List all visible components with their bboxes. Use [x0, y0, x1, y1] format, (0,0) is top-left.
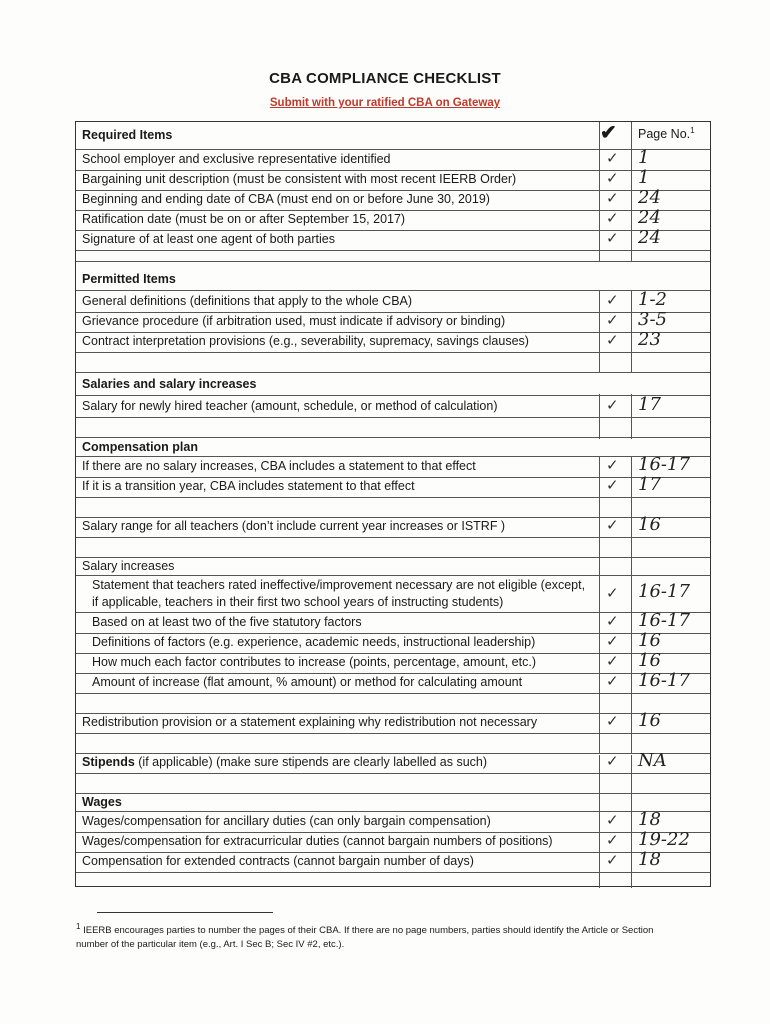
required-items-heading: Required Items	[82, 128, 173, 142]
table-row	[76, 630, 710, 654]
table-row	[76, 454, 710, 478]
item-label: Based on at least two of the five statutory factors	[92, 615, 362, 629]
footnote: $^1$ IEERB encourages parties to number the pages of their CBA. If there are no page numbers, parties should identify the Article or Section number of the particular item (e.g., Art. I Sec B; Sec IV #2, etc.).	[76, 922, 654, 951]
item-label: General definitions (definitions that apply to the whole CBA)	[82, 294, 413, 308]
table-row	[76, 227, 710, 251]
item-label: Signature of at least one agent of both parties	[82, 232, 335, 246]
check-mark: ✓	[606, 476, 619, 494]
page-number: 23	[638, 329, 661, 350]
section-heading-row	[76, 557, 710, 576]
section-heading-row	[76, 270, 710, 291]
check-mark: ✓	[606, 331, 619, 349]
page-number: 24	[638, 207, 661, 228]
check-mark: ✓	[606, 752, 619, 770]
check-mark: ✓	[606, 169, 619, 187]
check-mark: ✓	[606, 652, 619, 670]
spacer-row	[76, 250, 710, 262]
section-heading: Salary increases	[82, 559, 175, 573]
item-label: Compensation for extended contracts (cannot bargain number of days)	[82, 854, 474, 868]
page-number: 16-17	[638, 454, 690, 475]
table-header	[76, 122, 710, 150]
check-mark: ✓	[606, 456, 619, 474]
document-title: CBA COMPLIANCE CHECKLIST	[269, 70, 501, 87]
item-label: School employer and exclusive representative identified	[82, 152, 391, 166]
item-label: Redistribution provision or a statement explaining why redistribution not necessary	[82, 715, 538, 729]
item-label	[82, 755, 487, 769]
spacer-row	[76, 733, 710, 754]
table-row	[76, 187, 710, 211]
page-number: 16-17	[638, 610, 690, 631]
check-mark: ✓	[606, 396, 619, 414]
item-label: Wages/compensation for extracurricular duties (cannot bargain numbers of positions)	[82, 834, 553, 848]
table-row	[76, 829, 710, 853]
check-mark: ✓	[606, 712, 619, 730]
page-number: NA	[638, 750, 667, 771]
item-label: How much each factor contributes to increase (points, percentage, amount, etc.)	[92, 655, 536, 669]
item-label: Bargaining unit description (must be consistent with most recent IEERB Order)	[82, 172, 517, 186]
page-number: 16-17	[638, 581, 690, 602]
page-number: 19-22	[638, 829, 690, 850]
page-number: 16	[638, 710, 661, 731]
item-label: Definitions of factors (e.g. experience, academic needs, instructional leadership)	[92, 635, 536, 649]
table-row	[76, 207, 710, 231]
section-heading: Permitted Items	[82, 272, 176, 286]
checkmark-icon: ✔	[600, 122, 617, 144]
document-subtitle: Submit with your ratified CBA on Gateway	[269, 97, 501, 109]
table-row	[76, 514, 710, 538]
check-mark: ✓	[606, 632, 619, 650]
check-mark: ✓	[606, 831, 619, 849]
table-row	[76, 610, 710, 634]
table-row	[76, 670, 710, 694]
item-label: Salary for newly hired teacher (amount, schedule, or method of calculation)	[82, 399, 498, 413]
page-number: 1	[638, 147, 650, 168]
item-label: Grievance procedure (if arbitration used, must indicate if advisory or binding)	[82, 314, 506, 328]
page-number: 16	[638, 630, 661, 651]
item-label: If it is a transition year, CBA includes statement to that effect	[82, 479, 415, 493]
page-number: 3-5	[638, 309, 667, 330]
page-number: 18	[638, 849, 661, 870]
page-number: 18	[638, 809, 661, 830]
check-mark: ✓	[606, 189, 619, 207]
spacer-row	[76, 872, 710, 892]
check-mark: ✓	[606, 229, 619, 247]
section-heading-row	[76, 375, 710, 396]
check-mark: ✓	[606, 584, 619, 602]
table-row	[76, 289, 710, 313]
page-number: 24	[638, 227, 661, 248]
item-label: Beginning and ending date of CBA (must end on or before June 30, 2019)	[82, 192, 490, 206]
spacer-row	[76, 537, 710, 558]
check-mark: ✓	[606, 811, 619, 829]
item-label: Ratification date (must be on or after September 15, 2017)	[82, 212, 406, 226]
table-row	[76, 474, 710, 498]
check-mark: ✓	[606, 851, 619, 869]
item-label: Statement that teachers rated ineffective/improvement necessary are not eligible (except, if applicable, teachers in their first two school years of instructing students)	[92, 578, 586, 609]
table-row	[76, 147, 710, 171]
check-mark: ✓	[606, 311, 619, 329]
section-heading-row	[76, 438, 710, 457]
page-number: 16	[638, 650, 661, 671]
item-label: Amount of increase (flat amount, % amount) or method for calculating amount	[92, 675, 523, 689]
section-heading: Wages	[82, 795, 122, 809]
page-number: 16-17	[638, 670, 690, 691]
spacer-row	[76, 773, 710, 794]
stipends-heading: Stipends	[82, 755, 135, 769]
section-heading: Compensation plan	[82, 440, 198, 454]
page-number: 16	[638, 514, 661, 535]
check-mark: ✓	[606, 209, 619, 227]
table-row	[76, 167, 710, 191]
item-label: Contract interpretation provisions (e.g., severability, supremacy, savings clauses)	[82, 334, 529, 348]
check-mark: ✓	[606, 516, 619, 534]
section-heading: Salaries and salary increases	[82, 377, 257, 391]
table-row	[76, 650, 710, 674]
page-number: 1	[638, 167, 650, 188]
stipends-note: (if applicable) (make sure stipends are clearly labelled as such)	[134, 755, 488, 769]
checklist-table	[75, 121, 711, 887]
spacer-row	[76, 693, 710, 714]
item-label: Wages/compensation for ancillary duties (can only bargain compensation)	[82, 814, 491, 828]
check-mark: ✓	[606, 612, 619, 630]
table-row	[76, 809, 710, 833]
page-number: 17	[638, 474, 661, 495]
page-no-heading: Page No.$^1$	[638, 126, 695, 142]
spacer-row	[76, 497, 710, 518]
check-mark: ✓	[606, 149, 619, 167]
table-row	[76, 710, 710, 734]
spacer-row	[76, 417, 710, 438]
item-label: If there are no salary increases, CBA includes a statement to that effect	[82, 459, 476, 473]
spacer-row	[76, 352, 710, 373]
table-row	[76, 750, 710, 774]
table-row	[76, 849, 710, 873]
check-mark: ✓	[606, 672, 619, 690]
table-row	[76, 309, 710, 333]
page-number: 1-2	[638, 289, 667, 310]
check-mark: ✓	[606, 291, 619, 309]
table-row	[76, 394, 710, 418]
section-heading-row	[76, 793, 710, 812]
page-number: 24	[638, 187, 661, 208]
footnote-divider	[97, 912, 273, 913]
table-row	[76, 576, 710, 613]
item-label: Salary range for all teachers (don’t include current year increases or ISTRF )	[82, 519, 506, 533]
page-number: 17	[638, 394, 661, 415]
table-row	[76, 329, 710, 353]
